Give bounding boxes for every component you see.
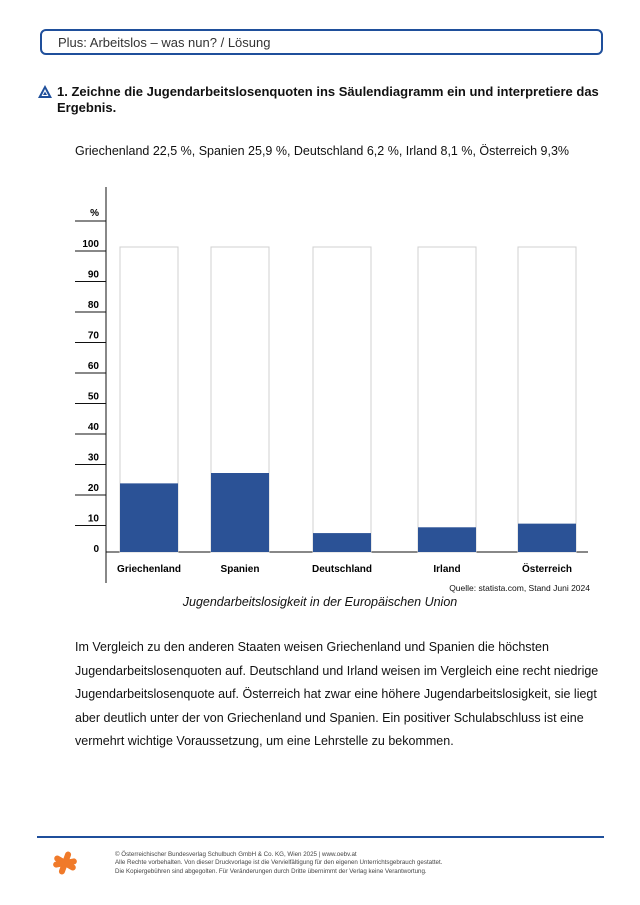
x-tick-label-3: Irland [433, 564, 461, 575]
bar-frame-4 [518, 247, 576, 552]
bar-4 [518, 524, 576, 552]
values-line: Griechenland 22,5 %, Spanien 25,9 %, Deutschland 6,2 %, Irland 8,1 %, Österreich 9,3% [75, 144, 570, 158]
header-title: Plus: Arbeitslos – was nun? / Lösung [58, 34, 271, 50]
x-tick-label-0: Griechenland [117, 564, 181, 575]
y-tick-label-80: 80 [87, 300, 99, 311]
y-tick-label-90: 90 [87, 269, 99, 281]
footer-line-3: Die Kopiergebühren sind abgegolten. Für Veränderungen durch Dritte übernimmt der Verlag keine Verantwortung. [115, 867, 427, 875]
x-tick-label-2: Deutschland [311, 564, 373, 575]
bar-frame-3 [418, 247, 476, 552]
y-axis-unit: % [90, 208, 99, 219]
task-text: 1. Zeichne die Jugendarbeitslosenquoten ins Säulendiagramm ein und interpretiere das Ergebnis. [57, 84, 599, 115]
y-tick-label-70: 70 [87, 330, 99, 342]
y-tick-label-30: 30 [87, 452, 99, 464]
y-tick-label-0: 0 [93, 544, 99, 555]
footer-divider [37, 836, 604, 838]
bar-3 [418, 527, 476, 552]
y-tick-label-60: 60 [87, 361, 99, 372]
chart-source: Quelle: statista.com, Stand Juni 2024 [449, 583, 590, 593]
bar-0 [120, 483, 178, 552]
bar-frame-2 [313, 247, 371, 552]
bar-2 [313, 533, 371, 552]
footer-line-1: © Österreichischer Bundesverlag Schulbuch GmbH & Co. KG, Wien 2025 | www.oebv.at [115, 851, 357, 858]
y-tick-label-20: 20 [87, 483, 99, 494]
y-tick-label-100: 100 [82, 239, 99, 250]
footer-copyright [115, 851, 475, 876]
chart-title: Jugendarbeitslosigkeit in der Europäischen Union [182, 595, 458, 609]
y-tick-label-40: 40 [87, 422, 99, 433]
bar-1 [211, 473, 269, 552]
x-tick-label-1: Spanien [220, 564, 260, 575]
x-tick-label-4: Österreich [521, 564, 573, 575]
oebv-logo-icon [52, 850, 78, 876]
y-tick-label-10: 10 [87, 513, 99, 525]
footer-line-2: Alle Rechte vorbehalten. Von dieser Druckvorlage ist die Vervielfältigung für den eigenen Unterrichtsgebrauch gestattet. [115, 859, 443, 867]
answer-text: Im Vergleich zu den anderen Staaten weisen Griechenland und Spanien die höchsten Jugendarbeitslosenquoten auf. Deutschland und Irland weisen im Vergleich eine recht niedrige Jugendarbeitslosenquote auf. Österreich hat zwar eine höhere Jugendarbeitslosigkeit, sie liegt aber deutlich unter der von Griechenland und Spanien. Ein positiver Schulabschluss ist eine vermehrt wichtige Voraussetzung, um eine Lehrstelle zu bekommen. [75, 640, 599, 748]
y-tick-label-50: 50 [87, 391, 99, 403]
